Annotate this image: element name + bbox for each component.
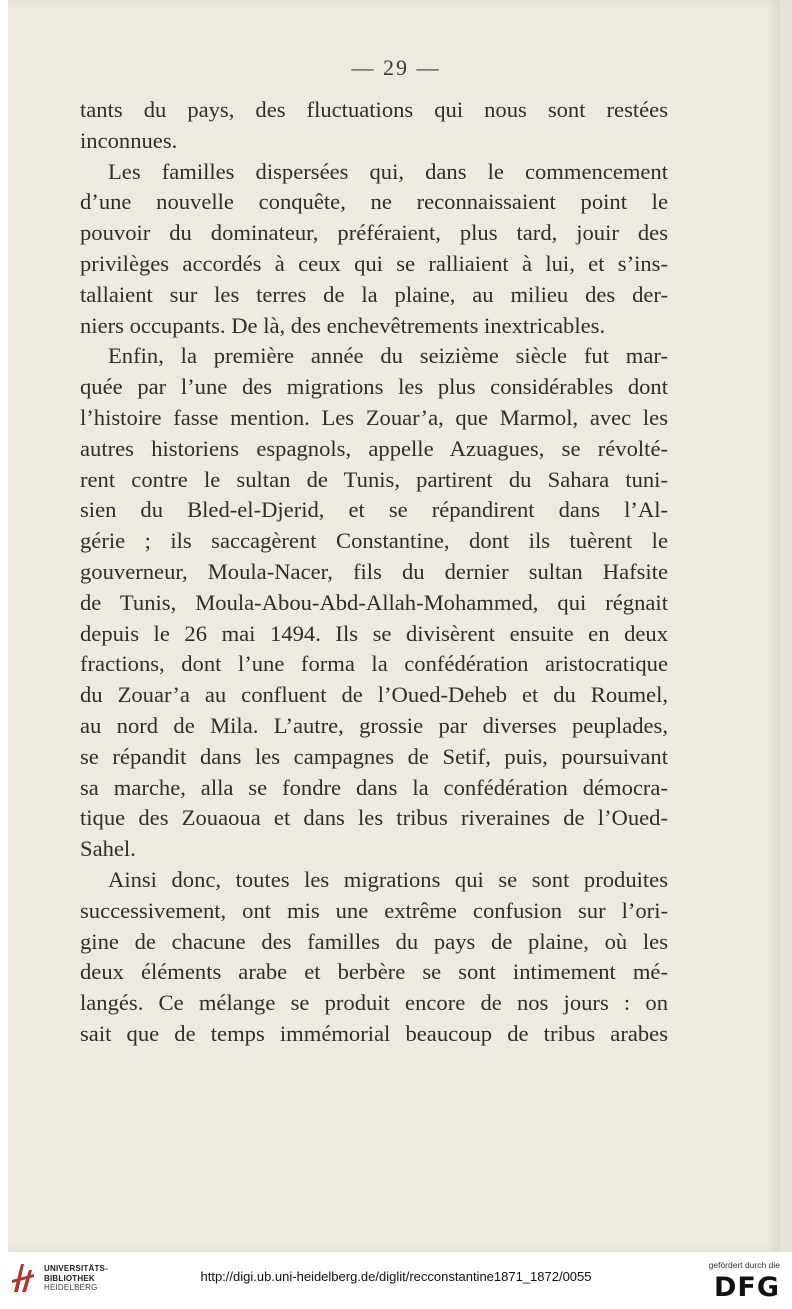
text-line: du Zouar’a au confluent de l’Oued-Deheb et du Roumel, — [80, 682, 668, 708]
body-text — [80, 95, 668, 1050]
text-line: Ainsi donc, toutes les migrations qui se sont produites — [108, 866, 668, 892]
text-line: privilèges accordés à ceux qui se ralliaient à lui, et s’ins- — [80, 250, 668, 276]
text-line: inconnues. — [80, 127, 178, 153]
funded-by-label: gefördert durch die — [708, 1260, 780, 1270]
text-line: niers occupants. De là, des enchevêtrements inextricables. — [80, 312, 606, 338]
text-line: sa marche, alla se fondre dans la confédération démocra- — [80, 774, 668, 800]
text-line: quée par l’une des migrations les plus considérables dont — [80, 374, 668, 400]
text-line: pouvoir du dominateur, préféraient, plus tard, jouir des — [80, 220, 668, 246]
text-line: autres historiens espagnols, appelle Azuagues, se révolté- — [80, 435, 668, 461]
text-line: tallaient sur les terres de la plaine, au milieu des der- — [80, 281, 668, 307]
text-line: gine de chacune des familles du pays de plaine, où les — [80, 928, 668, 954]
page-edge — [780, 0, 792, 1252]
text-line: Les familles dispersées qui, dans le commencement — [108, 158, 668, 184]
text-line: tants du pays, des fluctuations qui nous sont restées — [80, 97, 668, 122]
dfg-logo: DFG — [713, 1272, 780, 1303]
text-line: depuis le 26 mai 1494. Ils se divisèrent ensuite en deux — [80, 620, 668, 646]
text-line: tique des Zouaoua et dans les tribus riveraines de l’Oued- — [80, 805, 668, 831]
text-line: successivement, ont mis une extrême confusion sur l’ori- — [80, 897, 668, 923]
permalink-url[interactable]: http://digi.ub.uni-heidelberg.de/diglit/recconstantine1871_1872/0055 — [200, 1269, 592, 1284]
library-name-line-3: HEIDELBERG — [44, 1283, 98, 1292]
text-line: langés. Ce mélange se produit encore de nos jours : on — [80, 990, 668, 1016]
text-line: deux éléments arabe et berbère se sont intimement mé- — [80, 959, 668, 985]
page-number: — 29 — — [351, 55, 441, 80]
text-line: Enfin, la première année du seizième siècle fut mar- — [108, 343, 668, 369]
text-line: l’histoire fasse mention. Les Zouar’a, que Marmol, avec les — [80, 404, 668, 430]
library-name-line-1: UNIVERSITÄTS- — [44, 1264, 108, 1273]
text-line: sait que de temps immémorial beaucoup de tribus arabes — [80, 1020, 668, 1046]
text-line: rent contre le sultan de Tunis, partirent du Sahara tuni- — [80, 466, 668, 492]
text-line: Sahel. — [80, 836, 136, 862]
text-line: gouverneur, Moula-Nacer, fils du dernier sultan Hafsite — [80, 558, 668, 584]
text-line: se répandit dans les campagnes de Setif, puis, poursuivant — [80, 743, 668, 769]
library-name-line-2: BIBLIOTHEK — [44, 1273, 95, 1283]
text-line: sien du Bled-el-Djerid, et se répandirent dans l’Al- — [80, 497, 668, 523]
text-line: gérie ; ils saccagèrent Constantine, dont ils tuèrent le — [80, 528, 668, 554]
footer-bar — [0, 1252, 792, 1309]
text-line: d’une nouvelle conquête, ne reconnaissaient point le — [80, 189, 668, 215]
text-line: au nord de Mila. L’autre, grossie par diverses peuplades, — [80, 712, 668, 738]
text-line: fractions, dont l’une forma la confédération aristocratique — [80, 651, 668, 677]
text-line: de Tunis, Moula-Abou-Abd-Allah-Mohammed, qui régnait — [80, 589, 668, 615]
